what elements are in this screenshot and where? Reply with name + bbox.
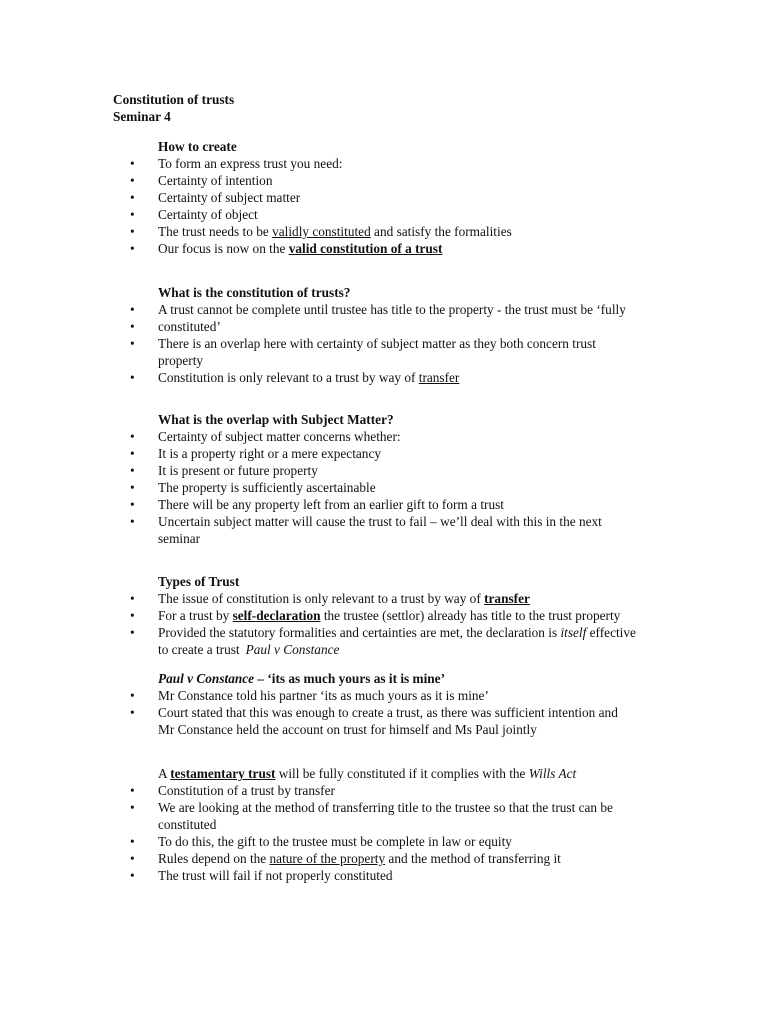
list-item-text: A trust cannot be complete until trustee has title to the property - the trust must be ‘fully <box>158 302 626 317</box>
document-title <box>113 91 234 125</box>
list-item <box>113 155 673 172</box>
list-item <box>113 479 673 496</box>
bullet-icon: • <box>130 190 135 205</box>
list-item-text: The trust will fail if not properly constituted <box>158 868 393 883</box>
case-name: Paul v Constance <box>158 671 255 686</box>
list-item <box>113 496 673 513</box>
bullet-icon: • <box>130 688 135 703</box>
bullet-icon: • <box>130 463 135 478</box>
list-item <box>113 782 673 799</box>
list-item <box>113 240 673 257</box>
list-item <box>113 867 673 884</box>
list-item-text: The trust needs to be <box>158 224 273 239</box>
list-item-text: There is an overlap here with certainty of subject matter as they both concern trust <box>158 336 596 351</box>
list-item <box>113 799 673 833</box>
list-item <box>113 850 673 867</box>
list-item-text: Constitution of a trust by transfer <box>158 783 335 798</box>
bullet-icon: • <box>130 625 135 640</box>
bullet-icon: • <box>130 370 135 385</box>
bullet-icon: • <box>130 800 135 815</box>
section-overlap-subject-matter <box>113 411 673 547</box>
list-item-text: seminar <box>158 531 201 546</box>
list-item-text: Mr Constance told his partner ‘its as much yours as it is mine’ <box>158 688 489 703</box>
list-item-text: Certainty of subject matter concerns whether: <box>158 429 401 444</box>
list-item <box>113 318 673 335</box>
list-item-text: Certainty of object <box>158 207 258 222</box>
section-heading: Types of Trust <box>158 574 240 589</box>
underlined-term: nature of the property <box>269 851 386 866</box>
bullet-icon: • <box>130 336 135 351</box>
list-item <box>113 462 673 479</box>
list-item <box>113 833 673 850</box>
list-item-text: The property is sufficiently ascertainable <box>158 480 376 495</box>
list-item-text: We are looking at the method of transferring title to the trustee so that the trust can be <box>158 800 613 815</box>
section-intro <box>113 765 673 782</box>
list-item-text: Our focus is now on the <box>158 241 289 256</box>
list-item-text: and the method of transferring it <box>385 851 561 866</box>
list-item-text: Court stated that this was enough to create a trust, as there was sufficient intention and <box>158 705 618 720</box>
list-item-text: effective <box>586 625 636 640</box>
list-item-text: constituted <box>158 817 217 832</box>
bullet-icon: • <box>130 446 135 461</box>
list-item <box>113 301 673 318</box>
bullet-icon: • <box>130 224 135 239</box>
bullet-icon: • <box>130 319 135 334</box>
bold-underlined-term: transfer <box>484 591 530 606</box>
list-item <box>113 223 673 240</box>
bullet-icon: • <box>130 608 135 623</box>
section-heading: What is the constitution of trusts? <box>158 285 351 300</box>
bullet-icon: • <box>130 591 135 606</box>
bullet-icon: • <box>130 497 135 512</box>
section-heading: What is the overlap with Subject Matter? <box>158 412 394 427</box>
list-item-text: The issue of constitution is only relevant to a trust by way of <box>158 591 485 606</box>
underlined-term: transfer <box>418 370 460 385</box>
bullet-icon: • <box>130 302 135 317</box>
italic-term: itself <box>560 625 587 640</box>
bold-underlined-term: self-declaration <box>232 608 321 623</box>
list-item-text: and satisfy the formalities <box>370 224 512 239</box>
bullet-list <box>113 301 673 386</box>
list-item <box>113 428 673 445</box>
title-line: Constitution of trusts <box>113 92 235 107</box>
section-constitution-of-trusts <box>113 284 673 386</box>
section-paul-v-constance <box>113 670 673 738</box>
list-item-text: Certainty of intention <box>158 173 273 188</box>
bullet-icon: • <box>130 173 135 188</box>
list-item-text: Certainty of subject matter <box>158 190 301 205</box>
list-item-text: Constitution is only relevant to a trust by way of <box>158 370 419 385</box>
list-item <box>113 687 673 704</box>
list-item-text: Rules depend on the <box>158 851 270 866</box>
list-item-text: to create a trust <box>158 642 240 657</box>
bold-underlined-term: valid constitution of a trust <box>288 241 443 256</box>
list-item-text: It is present or future property <box>158 463 318 478</box>
list-item-text: For a trust by <box>158 608 233 623</box>
list-item-text: There will be any property left from an earlier gift to form a trust <box>158 497 504 512</box>
section-testamentary-trust <box>113 765 673 884</box>
section-heading <box>113 670 673 687</box>
case-citation: Paul v Constance <box>245 642 340 657</box>
list-item <box>113 445 673 462</box>
bold-underlined-term: testamentary trust <box>170 766 276 781</box>
list-item-text: Provided the statutory formalities and certainties are met, the declaration is <box>158 625 561 640</box>
bullet-list <box>113 155 673 257</box>
bullet-icon: • <box>130 514 135 529</box>
bullet-icon: • <box>130 851 135 866</box>
section-types-of-trust <box>113 573 673 658</box>
list-item-text: the trustee (settlor) already has title to the trust property <box>320 608 621 623</box>
bullet-list <box>113 428 673 547</box>
bullet-list <box>113 687 673 738</box>
list-item-text: Mr Constance held the account on trust for himself and Ms Paul jointly <box>158 722 537 737</box>
list-item-text: To form an express trust you need: <box>158 156 343 171</box>
section-how-to-create <box>113 138 673 257</box>
list-item-text: Uncertain subject matter will cause the trust to fail – we’ll deal with this in the next <box>158 514 602 529</box>
statute-name: Wills Act <box>528 766 577 781</box>
list-item <box>113 172 673 189</box>
list-item <box>113 206 673 223</box>
list-item <box>113 624 673 658</box>
bullet-icon: • <box>130 207 135 222</box>
intro-text: A <box>158 766 171 781</box>
subtitle-line: Seminar 4 <box>113 109 171 124</box>
bullet-list <box>113 590 673 658</box>
bullet-list <box>113 782 673 884</box>
bullet-icon: • <box>130 783 135 798</box>
bullet-icon: • <box>130 241 135 256</box>
underlined-term: validly constituted <box>272 224 371 239</box>
list-item <box>113 369 673 386</box>
list-item-text: property <box>158 353 204 368</box>
list-item <box>113 513 673 547</box>
list-item <box>113 607 673 624</box>
section-heading: How to create <box>158 139 237 154</box>
bullet-icon: • <box>130 834 135 849</box>
list-item-text: constituted’ <box>158 319 221 334</box>
bullet-icon: • <box>130 156 135 171</box>
list-item <box>113 704 673 738</box>
section-heading-text: – ‘its as much yours as it is mine’ <box>254 671 446 686</box>
list-item-text: It is a property right or a mere expectancy <box>158 446 381 461</box>
list-item <box>113 590 673 607</box>
bullet-icon: • <box>130 868 135 883</box>
list-item-text: To do this, the gift to the trustee must be complete in law or equity <box>158 834 512 849</box>
bullet-icon: • <box>130 480 135 495</box>
intro-text: will be fully constituted if it complies with the <box>275 766 529 781</box>
bullet-icon: • <box>130 429 135 444</box>
list-item <box>113 335 673 369</box>
bullet-icon: • <box>130 705 135 720</box>
list-item <box>113 189 673 206</box>
